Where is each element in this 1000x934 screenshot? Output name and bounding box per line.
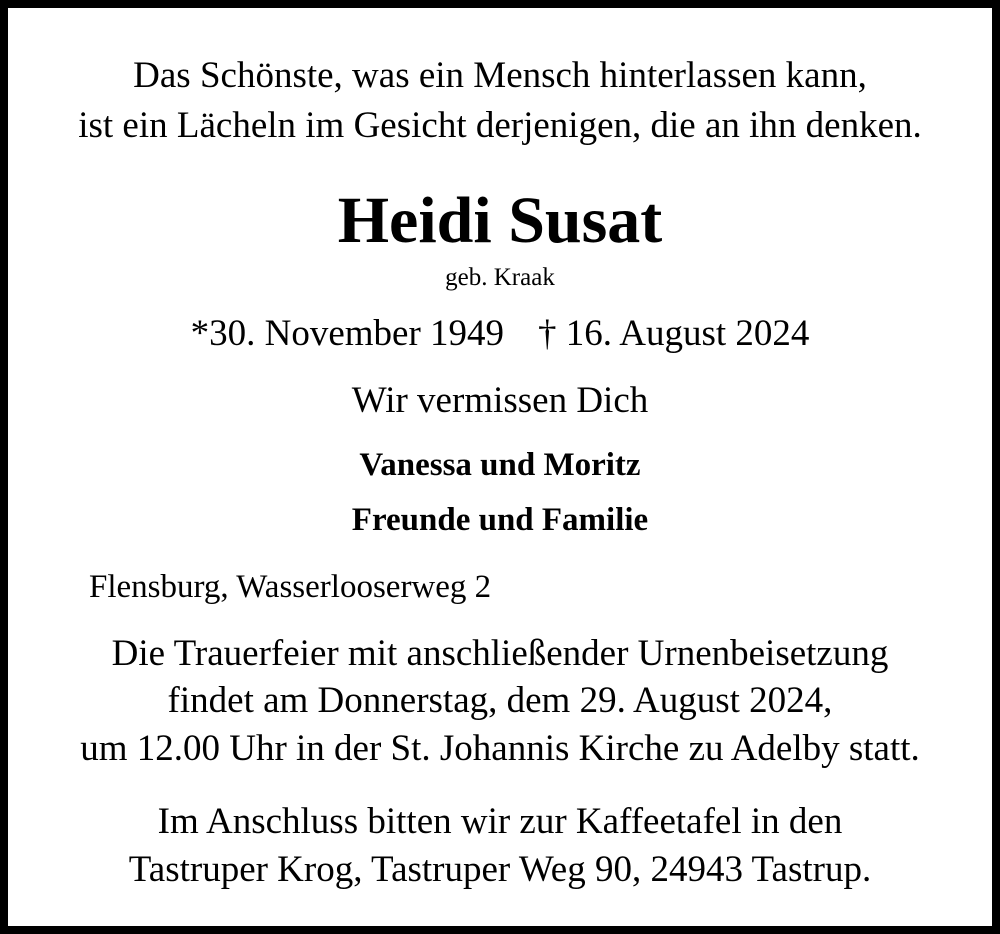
mourners-line-1: Vanessa und Moritz: [359, 447, 641, 483]
mourner-address: Flensburg, Wasserlooserweg 2: [89, 569, 492, 605]
farewell-message: Wir vermissen Dich: [351, 380, 649, 421]
ceremony-line-3: um 12.00 Uhr in der St. Johannis Kirche zu Adelby statt.: [80, 728, 920, 769]
deceased-name: Heidi Susat: [337, 184, 663, 257]
mourners-line-2: Freunde und Familie: [351, 502, 649, 538]
reception-line-1: Im Anschluss bitten wir zur Kaffeetafel in den: [157, 801, 843, 842]
birth-date: *30. November 1949: [190, 313, 505, 354]
life-dates: [8, 315, 992, 352]
maiden-name: geb. Kraak: [445, 264, 555, 291]
ceremony-line-2: findet am Donnerstag, dem 29. August 2024,: [167, 680, 833, 721]
quote-line-2: ist ein Lächeln im Gesicht derjenigen, die an ihn denken.: [78, 105, 922, 146]
reception-line-2: Tastruper Krog, Tastruper Weg 90, 24943 Tastrup.: [128, 849, 872, 890]
death-date: † 16. August 2024: [538, 313, 810, 354]
quote-line-1: Das Schönste, was ein Mensch hinterlassen kann,: [133, 55, 867, 96]
ceremony-line-1: Die Trauerfeier mit anschließender Urnenbeisetzung: [111, 633, 889, 674]
